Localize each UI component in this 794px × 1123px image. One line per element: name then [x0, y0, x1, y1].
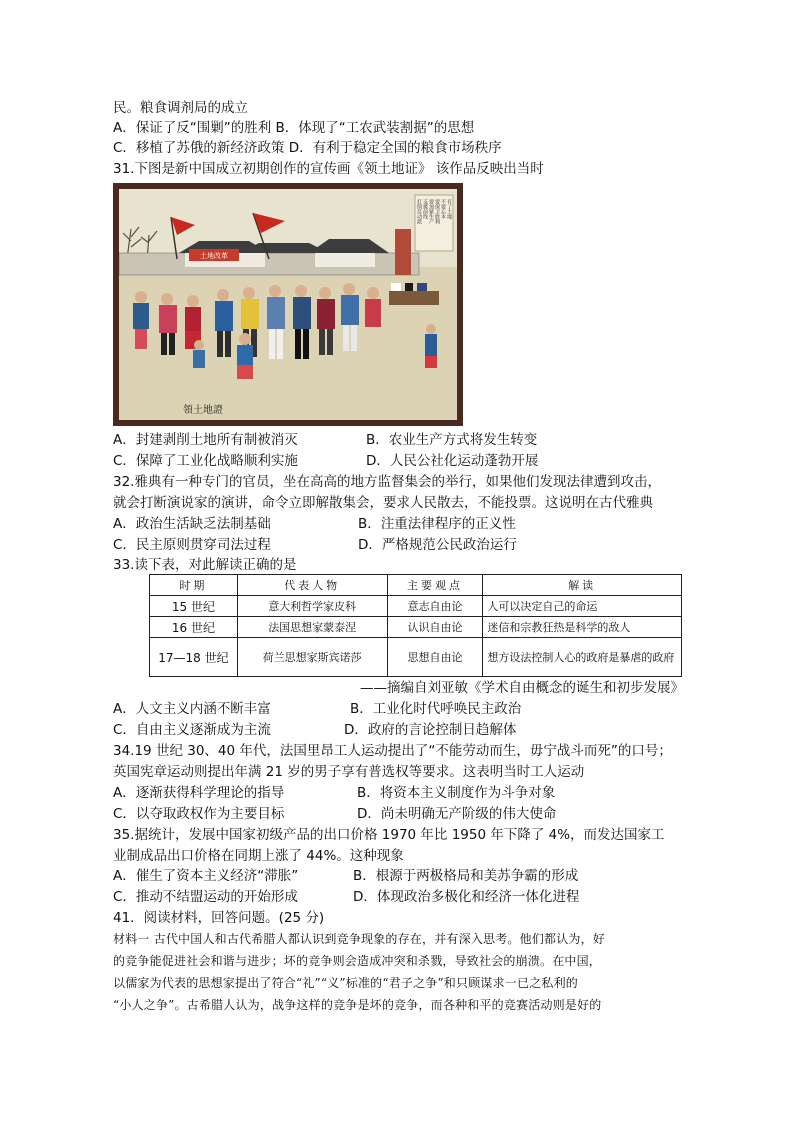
q33-option-c: C．自由主义逐渐成为主流	[113, 722, 271, 738]
q41-material-line-1: 材料一 古代中国人和古代希腊人都认识到竞争现象的存在，并有深入思考。他们都认为，好	[113, 932, 606, 946]
q35-option-d: D．体现政治多极化和经济一体化进程	[353, 889, 580, 905]
propaganda-painting	[113, 183, 463, 426]
q35-option-c: C．推动不结盟运动的开始形成	[113, 889, 298, 905]
table-cell: 思想自由论	[387, 638, 483, 677]
q41-material-line-2: 的竞争能促进社会和谐与进步；坏的竞争则会造成冲突和杀戮，导致社会的崩溃。在中国，	[113, 954, 602, 968]
slogan-col-3: 要保卫胜利	[434, 199, 440, 224]
q34-option-b: B．将资本主义制度作为斗争对象	[357, 785, 556, 801]
table-header-row	[150, 575, 682, 596]
q32-stem-line-1: 32.雅典有一种专门的官员，坐在高高的地方监督集会的举行，如果他们发现法律遭到攻击，	[113, 474, 661, 490]
q30-options-cd: C．移植了苏俄的新经济政策 D．有利于稳定全国的粮食市场秩序	[113, 140, 502, 156]
q41-material-line-4: “小人之争”。古希腊人认为，战争这样的竞争是坏的竞争，而各种和平的竞赛活动则是好的	[113, 998, 602, 1012]
table-cell: 16 世纪	[150, 617, 238, 638]
line-intro: 民。粮食调剂局的成立	[113, 100, 248, 116]
table-cell: 想方设法控制人心的政府是暴虐的政府	[483, 638, 682, 677]
q35-stem-line-1: 35.据统计，发展中国家初级产品的出口价格 1970 年比 1950 年下降了 4%，而发达国家工	[113, 827, 665, 843]
slogan-col-6: 打倒反动派	[416, 199, 422, 224]
table-cell: 意志自由论	[387, 596, 483, 617]
table-row	[150, 638, 682, 677]
q33-option-d: D．政府的言论控制日趋解体	[344, 722, 517, 738]
table-cell: 15 世纪	[150, 596, 238, 617]
painting-caption: 領土地證	[183, 405, 223, 416]
table-cell: 法国思想家蒙泰涅	[237, 617, 387, 638]
q34-stem-line-2: 英国宪章运动则提出年满 21 岁的男子享有普选权等要求。这表明当时工人运动	[113, 764, 585, 780]
q31-option-a: A．封建剥削土地所有制被消灭	[113, 432, 298, 448]
q34-stem-line-1: 34.19 世纪 30、40 年代，法国里昂工人运动提出了“不能劳动而生，毋宁战斗而死”的口号；	[113, 743, 672, 759]
q33-option-b: B．工业化时代呼唤民主政治	[350, 701, 522, 717]
q32-option-a: A．政治生活缺乏法制基础	[113, 516, 271, 532]
q41-stem: 41．阅读材料，回答问题。(25 分)	[113, 910, 325, 926]
q32-stem-line-2: 就会打断演说家的演讲，命令立即解散集会，要求人民散去，不能投票。这说明在古代雅典	[113, 495, 653, 511]
slogan-col-4: 要加紧生产	[428, 199, 434, 224]
q31-stem: 31.下图是新中国成立初期创作的宣传画《领土地证》 该作品反映出当时	[113, 161, 544, 177]
q31-option-c: C．保障了工业化战略顺利实施	[113, 453, 298, 469]
slogan-col-5: 支援前线	[422, 199, 428, 219]
q31-option-b: B．农业生产方式将发生转变	[366, 432, 538, 448]
q30-options-ab: A．保证了反“围剿”的胜利 B．体现了“工农武装割据”的思想	[113, 120, 475, 136]
q35-stem-line-2: 业制成品出口价格在同期上涨了 44%。这种现象	[113, 848, 404, 864]
q35-option-a: A．催生了资本主义经济“滞胀”	[113, 868, 299, 884]
table-row	[150, 617, 682, 638]
table-cell: 意大利哲学家皮科	[237, 596, 387, 617]
q33-source: ——摘编自刘亚敏《学术自由概念的诞生和初步发展》	[360, 680, 684, 696]
freedom-thought-table	[149, 574, 682, 677]
header-period: 时期	[150, 575, 238, 596]
q33-option-a: A．人文主义内涵不断丰富	[113, 701, 271, 717]
slogan-col-2: 不要忘本	[440, 199, 446, 219]
q34-option-c: C．以夺取政权作为主要目标	[113, 806, 285, 822]
q35-option-b: B．根源于两极格局和美苏争霸的形成	[353, 868, 579, 884]
q34-option-d: D．尚未明确无产阶级的伟大使命	[357, 806, 557, 822]
slogan-col-1: 有了土地	[446, 199, 452, 219]
table-cell: 认识自由论	[387, 617, 483, 638]
header-viewpoint: 主要观点	[387, 575, 483, 596]
q32-option-d: D．严格规范公民政治运行	[358, 537, 517, 553]
q32-option-c: C．民主原则贯穿司法过程	[113, 537, 271, 553]
q32-option-b: B．注重法律程序的正义性	[358, 516, 516, 532]
header-interpretation: 解读	[483, 575, 682, 596]
table-row	[150, 596, 682, 617]
banner-text: 土地改革	[200, 252, 228, 260]
table-cell: 迷信和宗教狂热是科学的敌人	[483, 617, 682, 638]
q33-stem: 33.读下表，对此解读正确的是	[113, 557, 297, 573]
header-figure: 代表人物	[237, 575, 387, 596]
q41-material-line-3: 以儒家为代表的思想家提出了符合“礼”“义”标准的“君子之争”和只顾谋求一已之私利的	[113, 976, 579, 990]
table-cell: 17—18 世纪	[150, 638, 238, 677]
q31-option-d: D．人民公社化运动蓬勃开展	[366, 453, 539, 469]
table-cell: 荷兰思想家斯宾诺莎	[237, 638, 387, 677]
table-cell: 人可以决定自己的命运	[483, 596, 682, 617]
q34-option-a: A．逐渐获得科学理论的指导	[113, 785, 285, 801]
painting-illustration	[119, 189, 457, 420]
